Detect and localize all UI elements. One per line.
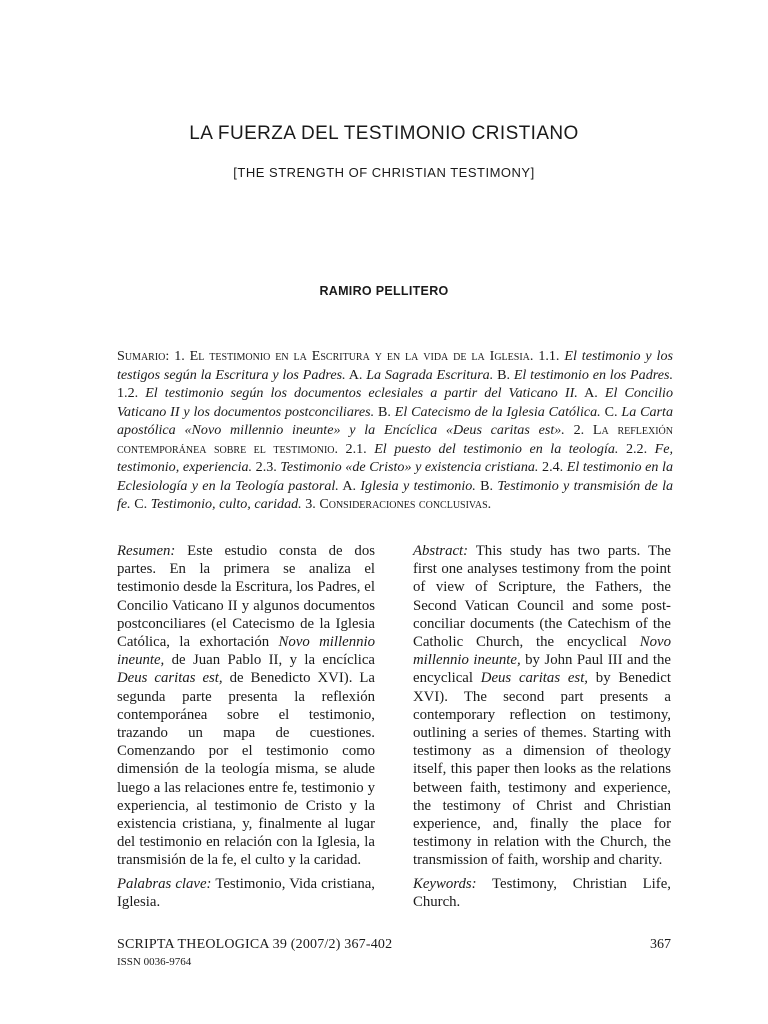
abstract-label: Abstract:: [413, 543, 469, 559]
sumario-mark: C.: [604, 403, 618, 420]
sumario-item: El testimonio en la Eclesiología y en la Teología pastoral.: [117, 459, 673, 494]
keywords-label: Keywords:: [413, 875, 477, 892]
sumario-num: 2.4.: [542, 459, 564, 475]
sumario-block: [117, 347, 673, 514]
resumen-paragraph: [117, 542, 375, 870]
palabras-clave-text: Testimonio, Vida cristiana, Iglesia.: [117, 875, 375, 910]
sumario-num: 2.3.: [255, 459, 277, 475]
sumario-section-3: 3. Consideraciones conclusivas.: [305, 496, 492, 512]
sumario-item: Fe, testimonio, experiencia.: [117, 440, 674, 475]
abstract-text: by Benedict XVI). The second part presents a contemporary reflection on testimony, outlining a series of themes. Starting with testimony as a dimension of theology itself, this paper then looks as the relations between faith, testimony and experience, the testimony of Christ and Christian experience, and, finally the place for testimony in relation with the Church, the transmission of faith, worship and charity.: [413, 670, 671, 869]
resumen-text: de Juan Pablo II, y la encíclica: [164, 652, 375, 669]
abstract-column: [413, 542, 671, 911]
resumen-italic-title: Deus caritas est,: [117, 670, 223, 687]
issn: ISSN 0036-9764: [117, 956, 192, 968]
resumen-text: de Benedicto XVI). La segunda parte presenta la reflexión contemporánea sobre el testimonio, trazando un mapa de cuestiones. Comenzando por el testimonio como dimensión de la teología misma, se alude luego a las relaciones entre fe, testimonio y experiencia, al testimonio de Cristo y la existencia cristiana, y, finalmente al lugar del testimonio en relación con la Iglesia, la transmisión de la fe, el culto y la caridad.: [117, 670, 375, 869]
sumario-num: 2.2.: [625, 440, 648, 457]
sumario-item: Testimonio y transmisión de la fe.: [117, 477, 674, 512]
abstract-paragraph: [413, 542, 671, 870]
palabras-clave-paragraph: [117, 875, 375, 911]
abstract-text: by John Paul III and the encyclical: [413, 652, 671, 687]
sumario-mark: A.: [348, 366, 363, 383]
sumario-section-1: 1. El testimonio en la Escritura y en la vida de la Iglesia.: [174, 348, 534, 364]
sumario-num: 2.1.: [345, 440, 367, 457]
article-title: LA FUERZA DEL TESTIMONIO CRISTIANO: [189, 123, 579, 144]
abstract-italic-title: Deus caritas est,: [480, 670, 589, 687]
sumario-item: El testimonio en los Padres.: [513, 366, 673, 383]
sumario-item: La Carta apostólica «Novo millennio ineunte» y la Encíclica «Deus caritas est».: [117, 403, 673, 438]
resumen-column: [117, 542, 375, 911]
sumario-item: El puesto del testimonio en la teología.: [374, 440, 619, 457]
sumario-num: 1.2.: [117, 385, 139, 401]
sumario-mark: B.: [480, 477, 494, 494]
sumario-section-2: 2. La reflexión contemporánea sobre el testimonio.: [117, 422, 674, 457]
sumario-mark: B.: [377, 403, 391, 420]
article-subtitle: [THE STRENGTH OF CHRISTIAN TESTIMONY]: [233, 165, 535, 180]
author-name: RAMIRO PELLITERO: [319, 284, 449, 298]
resumen-label: Resumen:: [117, 543, 176, 559]
resumen-text: Este estudio consta de dos partes. En la primera se analiza el testimonio desde la Escritura, los Padres, el Concilio Vaticano II y algunos documentos postconciliares (el Catecismo de la Iglesia Católica, la exhortación: [117, 543, 375, 651]
sumario-item: El testimonio y los testigos según la Escritura y los Padres.: [117, 348, 673, 383]
sumario-mark: A.: [342, 477, 357, 494]
journal-citation: SCRIPTA THEOLOGICA 39 (2007/2) 367-402: [117, 937, 393, 952]
sumario-item: El Catecismo de la Iglesia Católica.: [394, 403, 601, 420]
sumario-num: 1.1.: [538, 348, 560, 364]
keywords-text: Testimony, Christian Life, Church.: [413, 875, 671, 910]
sumario-item: Testimonio, culto, caridad.: [150, 496, 302, 512]
abstract-text: This study has two parts. The first one analyses testimony from the point of view of Scripture, the Fathers, the Second Vatican Council and some post-conciliar documents (the Catechism of the Catholic Church, the encyclical: [413, 543, 671, 651]
keywords-paragraph: [413, 875, 671, 911]
sumario-mark: C.: [134, 496, 148, 512]
page-number: 367: [650, 937, 671, 952]
palabras-clave-label: Palabras clave:: [117, 875, 212, 892]
sumario-item: El Concilio Vaticano II y los documentos postconciliares.: [117, 385, 673, 420]
sumario-mark: B.: [497, 366, 511, 383]
sumario-item: El testimonio según los documentos eclesiales a partir del Vaticano II.: [145, 385, 578, 401]
abstract-italic-title: Novo millennio ineunte,: [413, 634, 671, 669]
sumario-item: Testimonio «de Cristo» y existencia cristiana.: [280, 459, 539, 475]
sumario-label: Sumario:: [117, 348, 170, 364]
sumario-item: La Sagrada Escritura.: [366, 366, 494, 383]
sumario-item: Iglesia y testimonio.: [360, 477, 476, 494]
sumario-mark: A.: [584, 385, 598, 401]
resumen-italic-title: Novo millennio ineunte,: [117, 634, 376, 669]
